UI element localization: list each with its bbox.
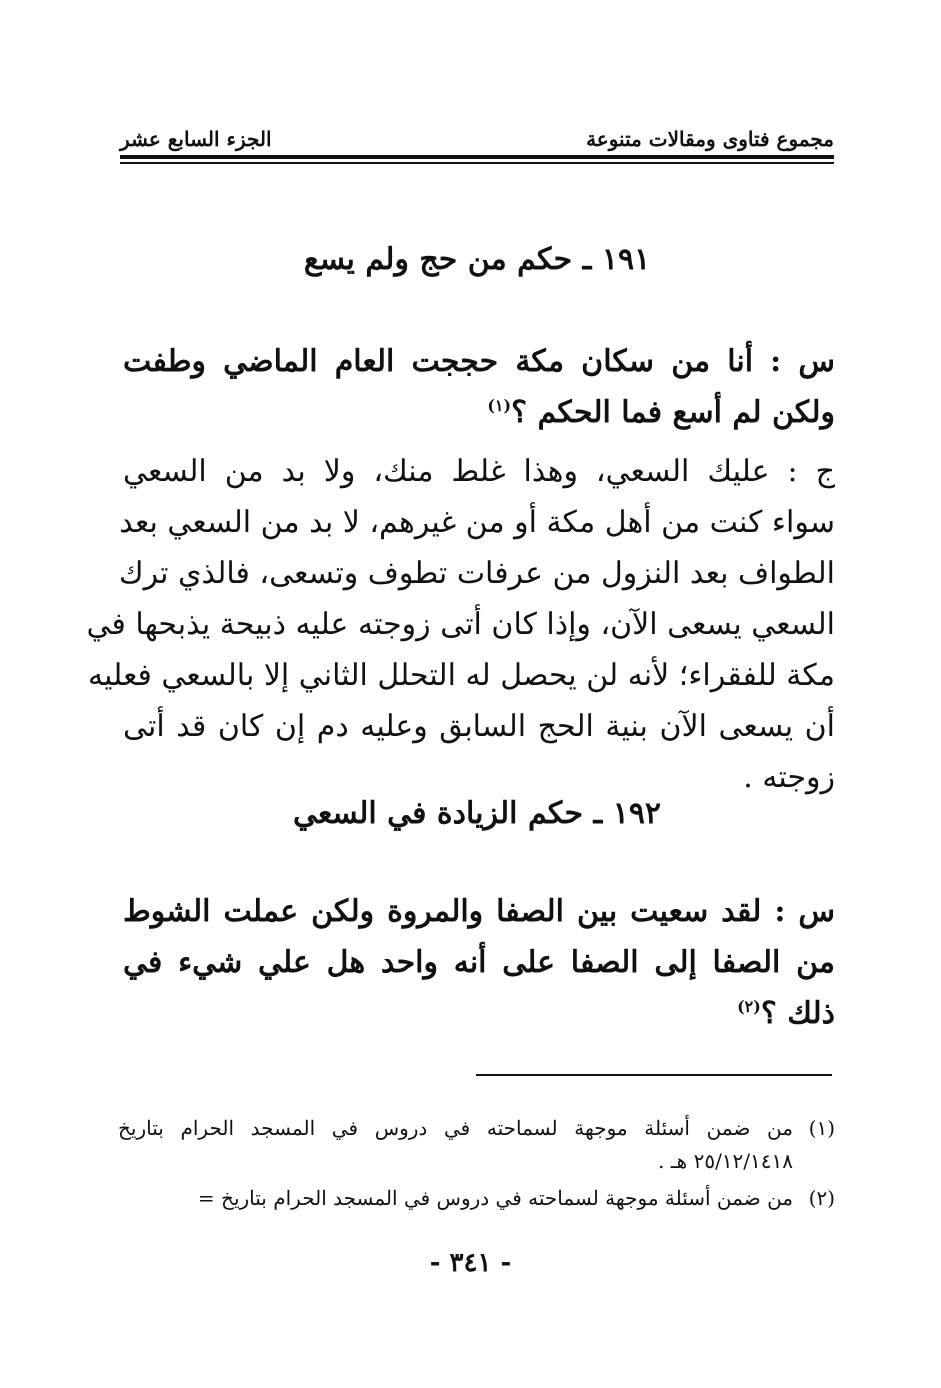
answer-line: الطواف بعد النزول من عرفات تطوف وتسعى، فالذي ترك (118, 556, 835, 591)
volume-label: الجزء السابع عشر (120, 127, 272, 151)
question-line: ولكن لم أسع فما الحكم ؟$^{(١)}$ (487, 395, 835, 430)
answer-line: ج : عليك السعي، وهذا غلط منك، ولا بد من السعي (123, 454, 835, 489)
answer-line: زوجته . (743, 760, 835, 795)
question-line: س : لقد سعيت بين الصفا والمروة ولكن عملت الشوط (123, 894, 835, 929)
answer-line: سواء كنت من أهل مكة أو من غيرهم، لا بد من السعي بعد (119, 505, 835, 540)
section-heading-192: ١٩٢ ـ حكم الزيادة في السعي (292, 796, 662, 831)
footnote-number: (١) (808, 1116, 835, 1140)
question-line: من الصفا إلى الصفا على أنه واحد هل علي شيء في (123, 945, 835, 980)
footnote-ref-1[interactable]: (١) (487, 396, 512, 415)
footnote-1 (118, 1112, 835, 1178)
footnotes (118, 1112, 835, 1219)
footnote-text: من ضمن أسئلة موجهة لسماحته في دروس في المسجد الحرام بتاريخ = (197, 1186, 793, 1210)
footnote-ref-2[interactable]: (٢) (737, 997, 761, 1016)
footnote-2 (118, 1182, 835, 1215)
question-191 (123, 336, 835, 438)
answer-line: مكة للفقراء؛ لأنه لن يحصل له التحلل الثاني إلا بالسعي فعليه (88, 658, 835, 693)
book-title: مجموع فتاوى ومقالات متنوعة (586, 127, 834, 151)
header-rule-thin (120, 162, 834, 164)
section-heading-191: ١٩١ ـ حكم من حج ولم يسع (303, 242, 651, 277)
answer-line: السعي يسعى الآن، وإذا كان أتى زوجته عليه ذبيحة يذبحها في (86, 607, 835, 642)
question-line: ذلك ؟$^{(٢)}$ (737, 996, 835, 1031)
question-192 (123, 886, 835, 1039)
footnote-number: (٢) (808, 1186, 835, 1210)
answer-191 (86, 446, 835, 803)
page-number: - ٣٤١ - (429, 1248, 512, 1278)
question-line: س : أنا من سكان مكة حججت العام الماضي وطفت (123, 344, 835, 379)
header-rule-thick (120, 155, 834, 159)
answer-line: أن يسعى الآن بنية الحج السابق وعليه دم إن كان قد أتى (123, 709, 835, 744)
footnote-separator (476, 1074, 832, 1076)
running-header (120, 122, 834, 156)
footnote-text: من ضمن أسئلة موجهة لسماحته في دروس في المسجد الحرام بتاريخ ٢٥/١٢/١٤١٨ هـ . (118, 1116, 793, 1173)
